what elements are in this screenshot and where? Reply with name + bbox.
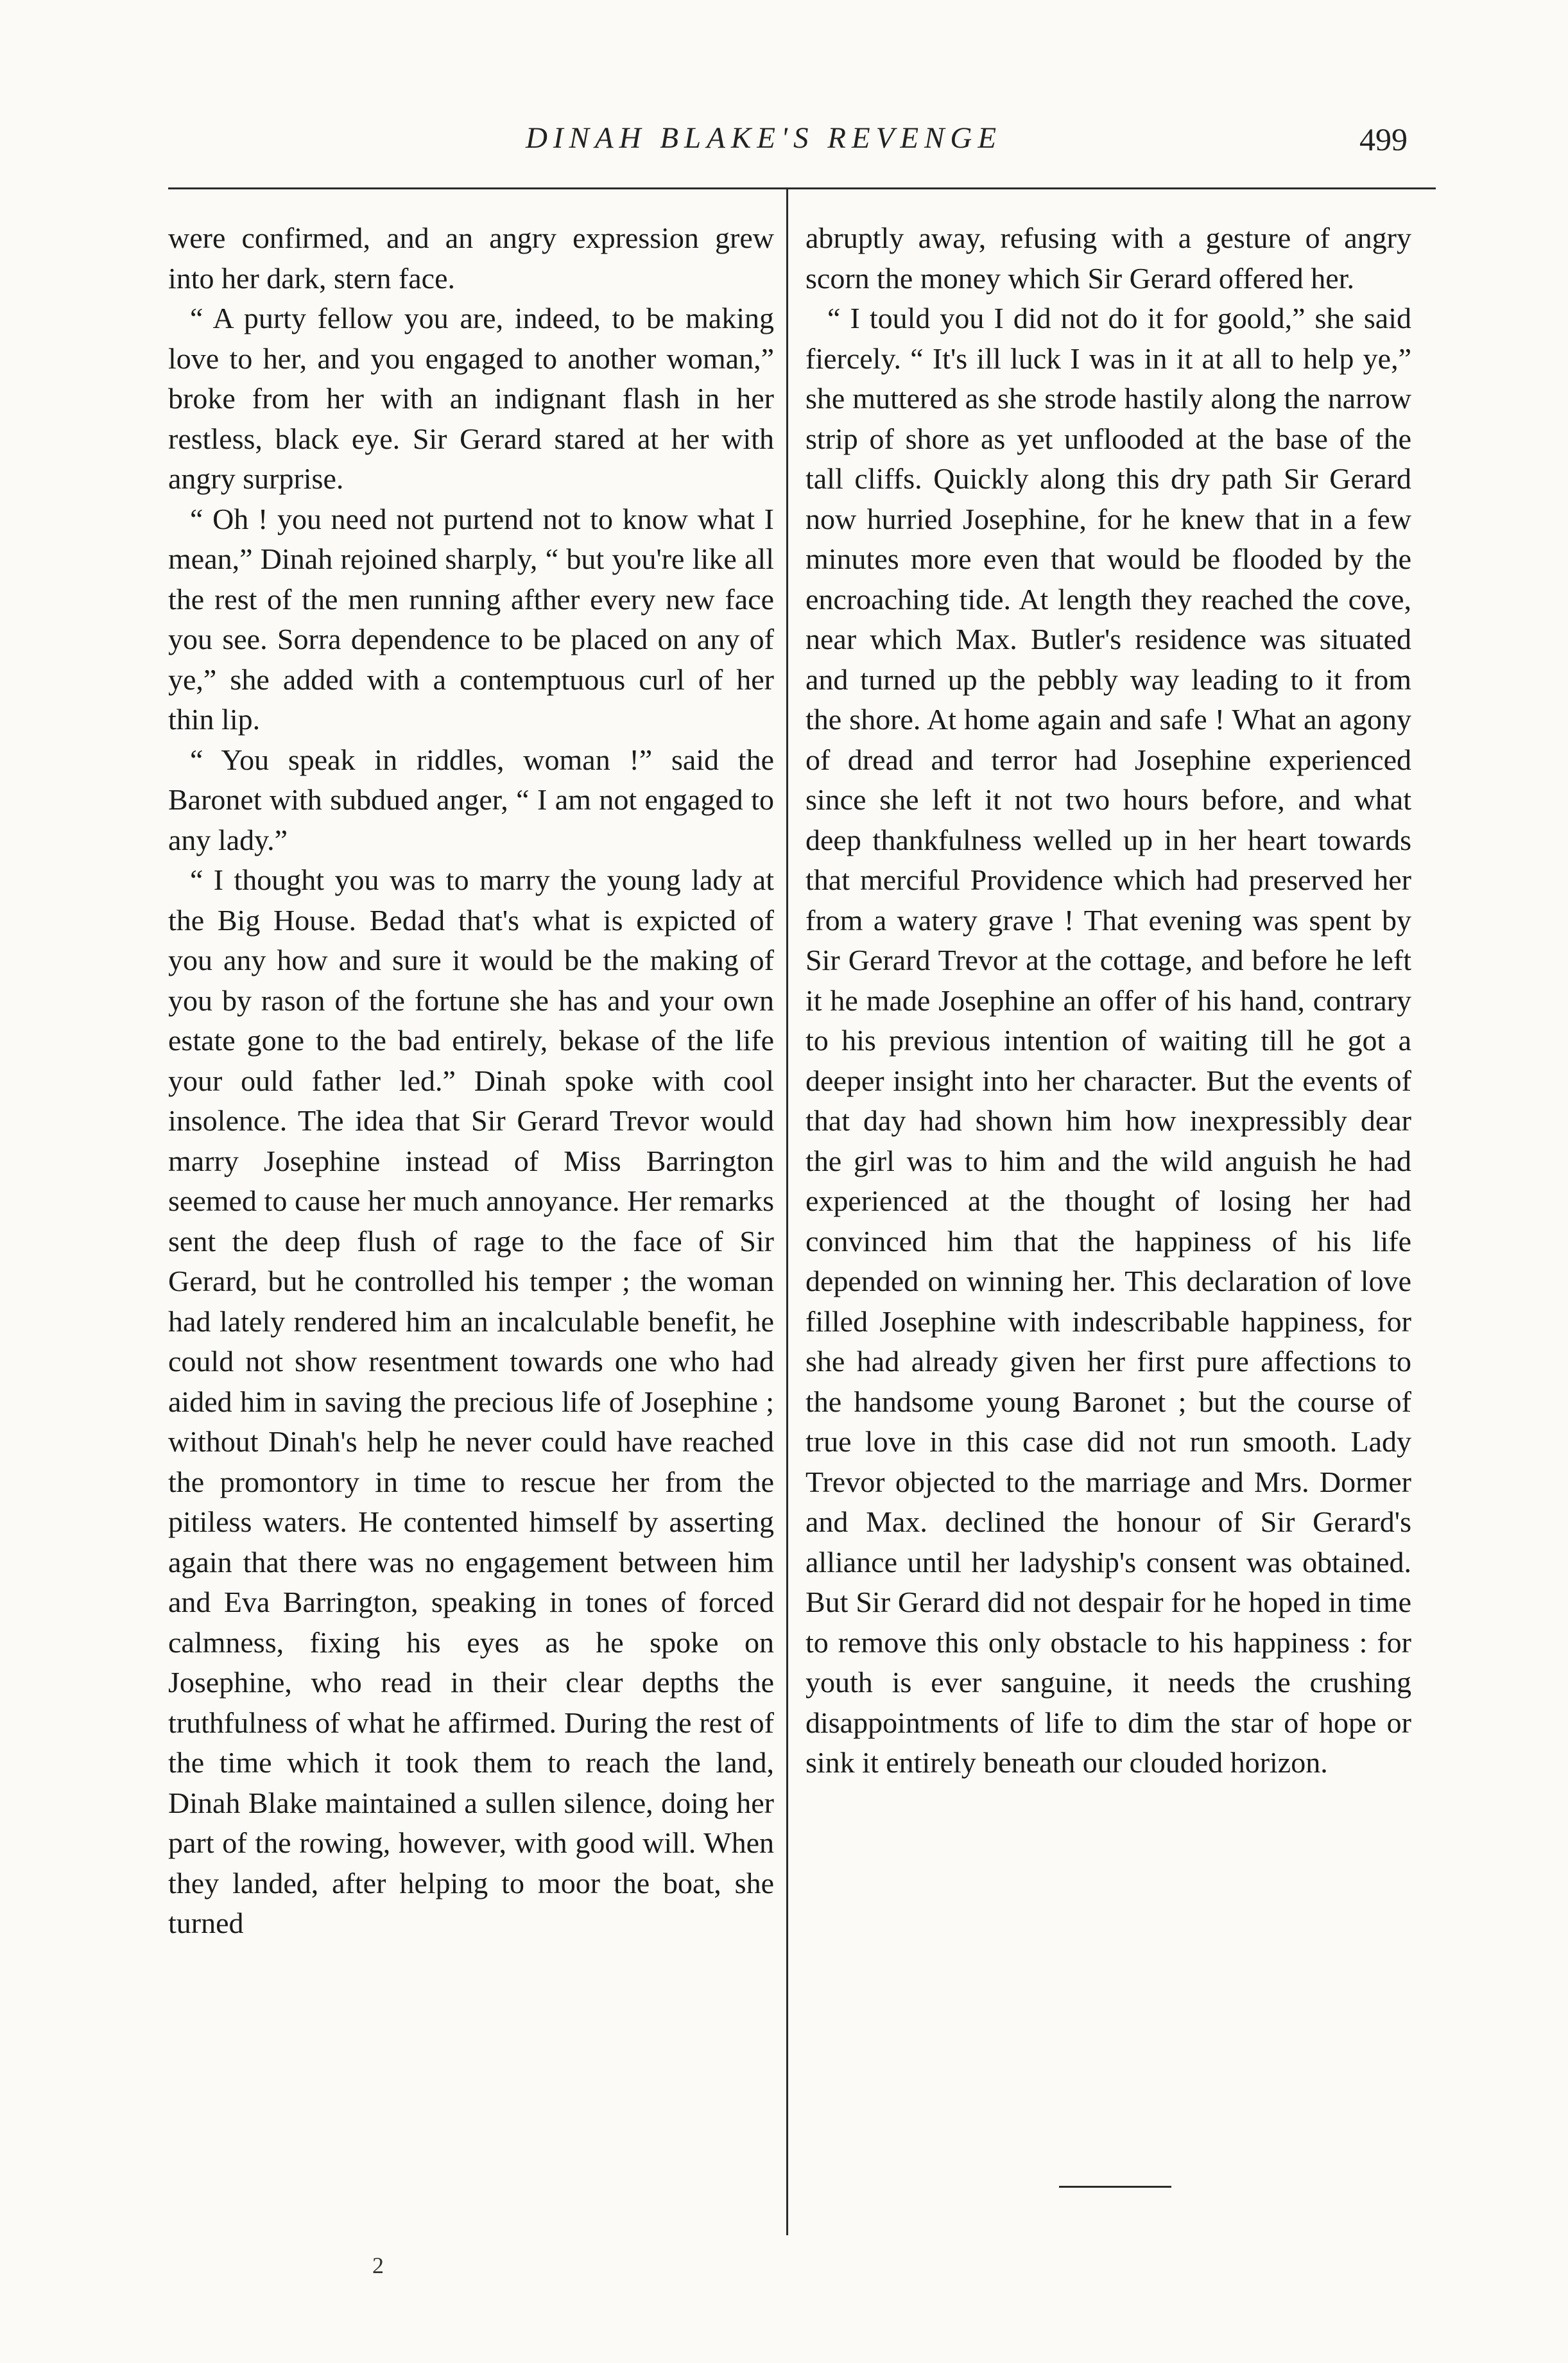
running-title: DINAH BLAKE'S REVENGE (525, 121, 1003, 155)
column-divider (786, 187, 788, 2235)
signature-mark: 2 (372, 2253, 384, 2278)
paragraph: were confirmed, and an angry expression grew into her dark, stern face. (168, 221, 774, 295)
paragraph: “ Oh ! you need not purtend not to know what I mean,” Dinah rejoined sharply, “ but you're like all the rest of the men running afther every new face you see. Sorra dependence to be placed on any of ye,” she added with a contemptuous curl of her thin lip. (168, 502, 774, 736)
paragraph: “ A purty fellow you are, indeed, to be making love to her, and you engaged to another woman,” broke from her with an indignant flash in her restless, black eye. Sir Gerard stared at her with angry surprise. (168, 302, 774, 495)
left-column (168, 218, 774, 1944)
paragraph: abruptly away, refusing with a gesture of angry scorn the money which Sir Gerard offered her. (806, 221, 1411, 295)
paragraph: “ I thought you was to marry the young lady at the Big House. Bedad that's what is expicted of you any how and sure it would be the making of you by rason of the fortune she has and your own estate gone to the bad entirely, bekase of the life your ould father led.” Dinah spoke with cool insolence. The idea that Sir Gerard Trevor would marry Josephine instead of Miss Barrington seemed to cause her much annoyance. Her remarks sent the deep flush of rage to the face of Sir Gerard, but he controlled his temper ; the woman had lately rendered him an incalculable benefit, he could not show resentment towards one who had aided him in saving the precious life of Josephine ; without Dinah's help he never could have reached the promontory in time to rescue her from the pitiless waters. He contented himself by asserting again that there was no engagement between him and Eva Barrington, speaking in tones of forced calmness, fixing his eyes as he spoke on Josephine, who read in their clear depths the truthfulness of what he affirmed. During the rest of the time which it took them to reach the land, Dinah Blake maintained a sullen silence, doing her part of the rowing, however, with good will. When they landed, after helping to moor the boat, she turned (168, 863, 774, 1939)
page-number: 499 (1359, 121, 1408, 157)
section-end-rule (1059, 2186, 1171, 2188)
paragraph: “ I tould you I did not do it for goold,” she said fiercely. “ It's ill luck I was in it at all to help ye,” she muttered as she strode hastily along the narrow strip of shore as yet unflooded at the base of the tall cliffs. Quickly along this dry path Sir Gerard now hurried Josephine, for he knew that in a few minutes more even that would be flooded by the encroaching tide. At length they reached the cove, near which Max. Butler's residence was situated and turned up the pebbly way leading to it from the shore. At home again and safe ! What an agony of dread and terror had Josephine experienced since she left it not two hours before, and what deep thankfulness welled up in her heart towards that merciful Providence which had preserved her from a watery grave ! That evening was spent by Sir Gerard Trevor at the cottage, and before he left it he made Josephine an offer of his hand, contrary to his previous intention of waiting till he got a deeper insight into her character. But the events of that day had shown him how inexpressibly dear the girl was to him and the wild anguish he had experienced at the thought of losing her had convinced him that the happiness of his life depended on winning her. This declaration of love filled Josephine with indescribable happiness, for she had already given her first pure affections to the handsome young Baronet ; but the course of true love in this case did not run smooth. Lady Trevor objected to the marriage and Mrs. Dormer and Max. declined the honour of Sir Gerard's alliance until her ladyship's consent was obtained. But Sir Gerard did not despair for he hoped in time to remove this only obstacle to his happiness : for youth is ever sanguine, it needs the crushing disappointments of life to dim the star of hope or sink it entirely beneath our clouded horizon. (806, 302, 1411, 1779)
right-column (806, 218, 1411, 1783)
paragraph: “ You speak in riddles, woman !” said the Baronet with subdued anger, “ I am not engaged to any lady.” (168, 743, 774, 856)
header-rule (168, 187, 1436, 189)
